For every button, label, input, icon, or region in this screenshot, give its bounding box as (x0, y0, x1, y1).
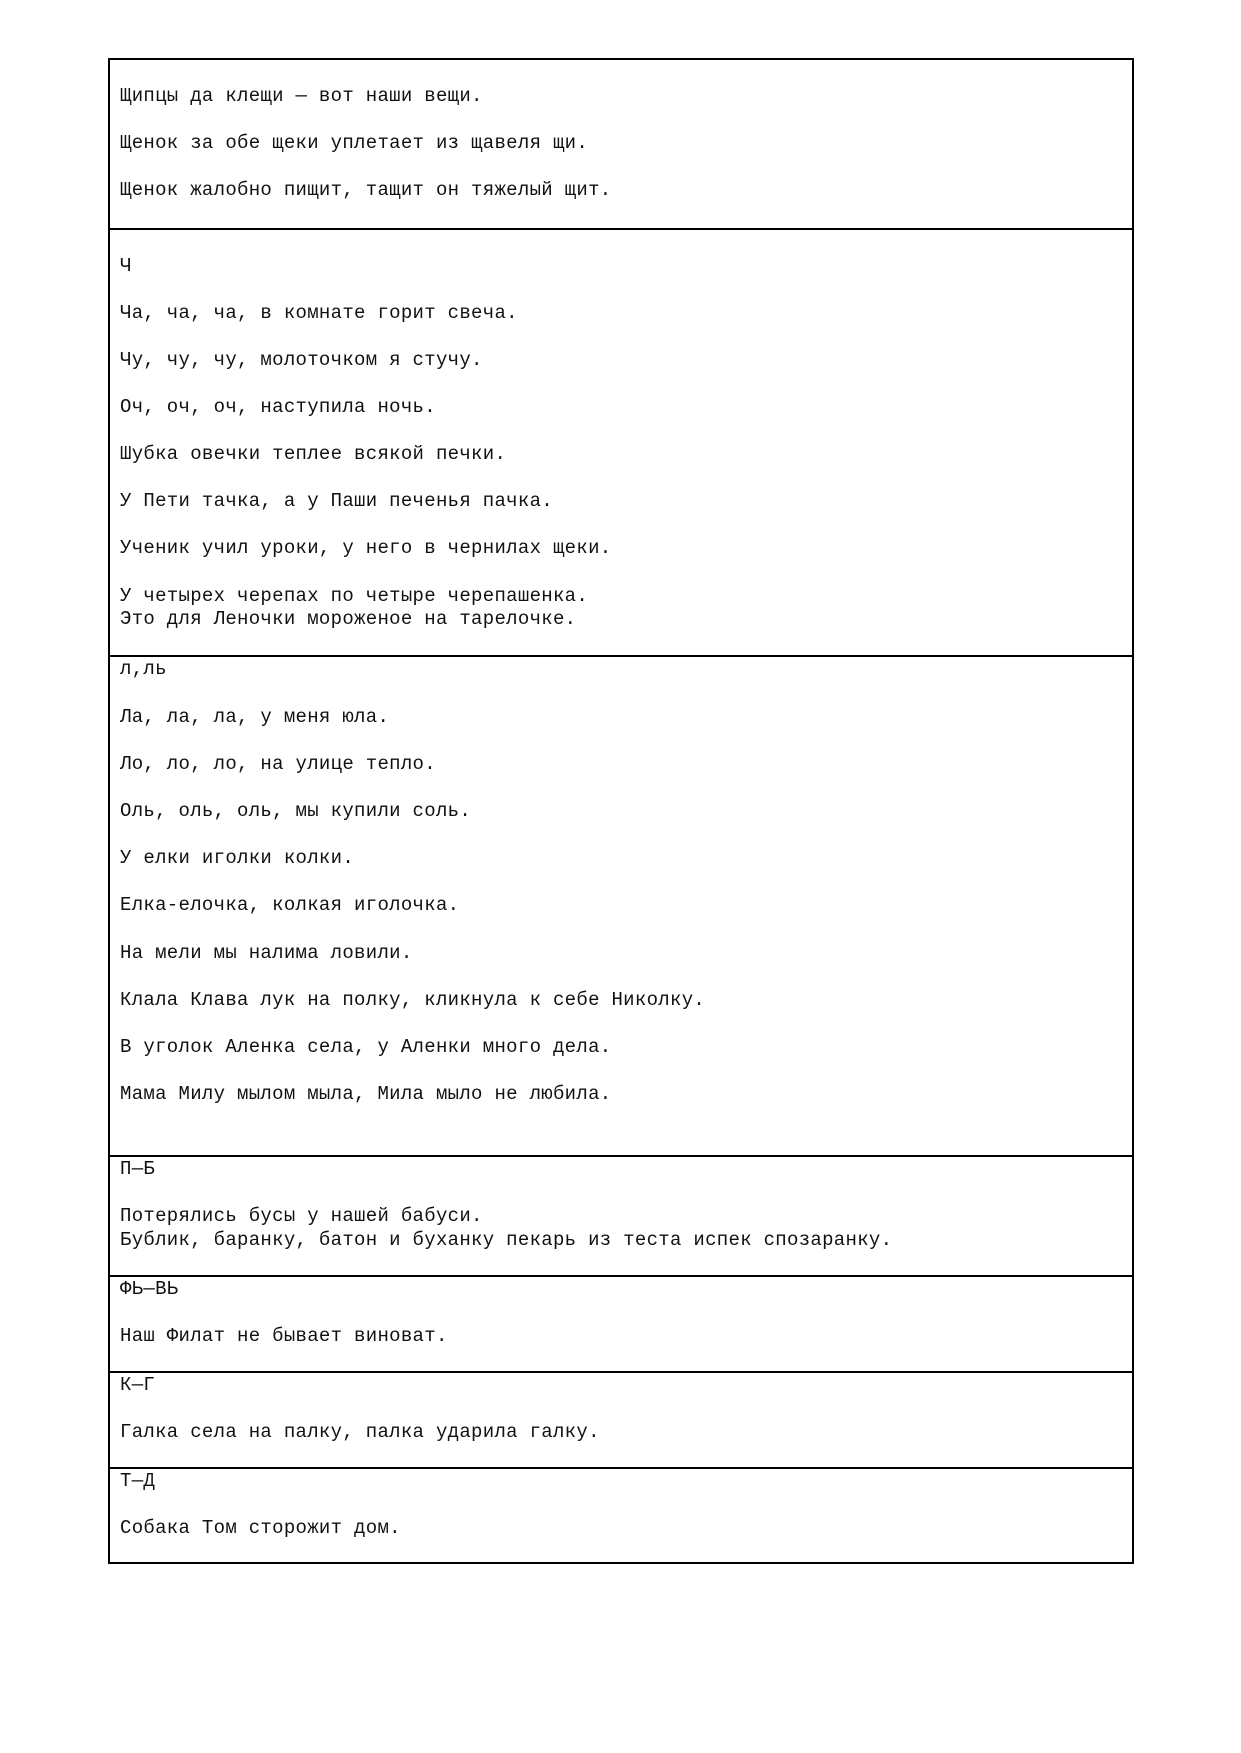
text-line: Мама Милу мылом мыла, Мила мыло не любила. (120, 1083, 612, 1105)
text-line: Щенок жалобно пищит, тащит он тяжелый щит. (120, 179, 612, 201)
text-line: У четырех черепах по четыре черепашенка. (120, 585, 589, 607)
section-k-g (110, 1371, 1132, 1467)
text-line: Ча, ча, ча, в комнате горит свеча. (120, 302, 518, 324)
section-l (110, 655, 1132, 1155)
text-line: У Пети тачка, а у Паши печенья пачка. (120, 490, 553, 512)
section-heading: л,ль (120, 658, 167, 680)
text-line: Щипцы да клещи — вот наши вещи. (120, 85, 483, 107)
text-line: Клала Клава лук на полку, кликнула к себе Николку. (120, 989, 706, 1011)
text-line: Это для Леночки мороженое на тарелочке. (120, 608, 577, 630)
section-shch (110, 60, 1132, 228)
text-line: Галка села на палку, палка ударила галку. (120, 1421, 600, 1443)
text-line: Ло, ло, ло, на улице тепло. (120, 753, 436, 775)
text-line: Шубка овечки теплее всякой печки. (120, 443, 507, 465)
section-heading: Т—Д (120, 1470, 156, 1492)
text-line: Потерялись бусы у нашей бабуси. (120, 1205, 483, 1227)
text-line: Елка-елочка, колкая иголочка. (120, 894, 460, 916)
text-line: Щенок за обе щеки уплетает из щавеля щи. (120, 132, 589, 154)
section-ch (110, 228, 1132, 655)
section-f-v (110, 1275, 1132, 1371)
section-heading: ФЬ—ВЬ (120, 1278, 179, 1300)
text-line: Собака Том сторожит дом. (120, 1517, 401, 1539)
section-heading: К—Г (120, 1374, 156, 1396)
text-line: Чу, чу, чу, молоточком я стучу. (120, 349, 483, 371)
text-line: Оль, оль, оль, мы купили соль. (120, 800, 472, 822)
section-heading: П—Б (120, 1158, 156, 1180)
section-p-b (110, 1155, 1132, 1275)
section-heading: Ч (120, 255, 132, 277)
text-line: В уголок Аленка села, у Аленки много дела. (120, 1036, 612, 1058)
text-line: Бублик, баранку, батон и буханку пекарь из теста испек спозаранку. (120, 1229, 893, 1251)
tongue-twister-table (108, 58, 1134, 1564)
text-line: У елки иголки колки. (120, 847, 355, 869)
text-line: Оч, оч, оч, наступила ночь. (120, 396, 436, 418)
text-line: На мели мы налима ловили. (120, 942, 413, 964)
text-line: Ученик учил уроки, у него в чернилах щеки. (120, 537, 612, 559)
text-line: Наш Филат не бывает виноват. (120, 1325, 448, 1347)
text-line: Ла, ла, ла, у меня юла. (120, 706, 390, 728)
section-t-d (110, 1467, 1132, 1562)
